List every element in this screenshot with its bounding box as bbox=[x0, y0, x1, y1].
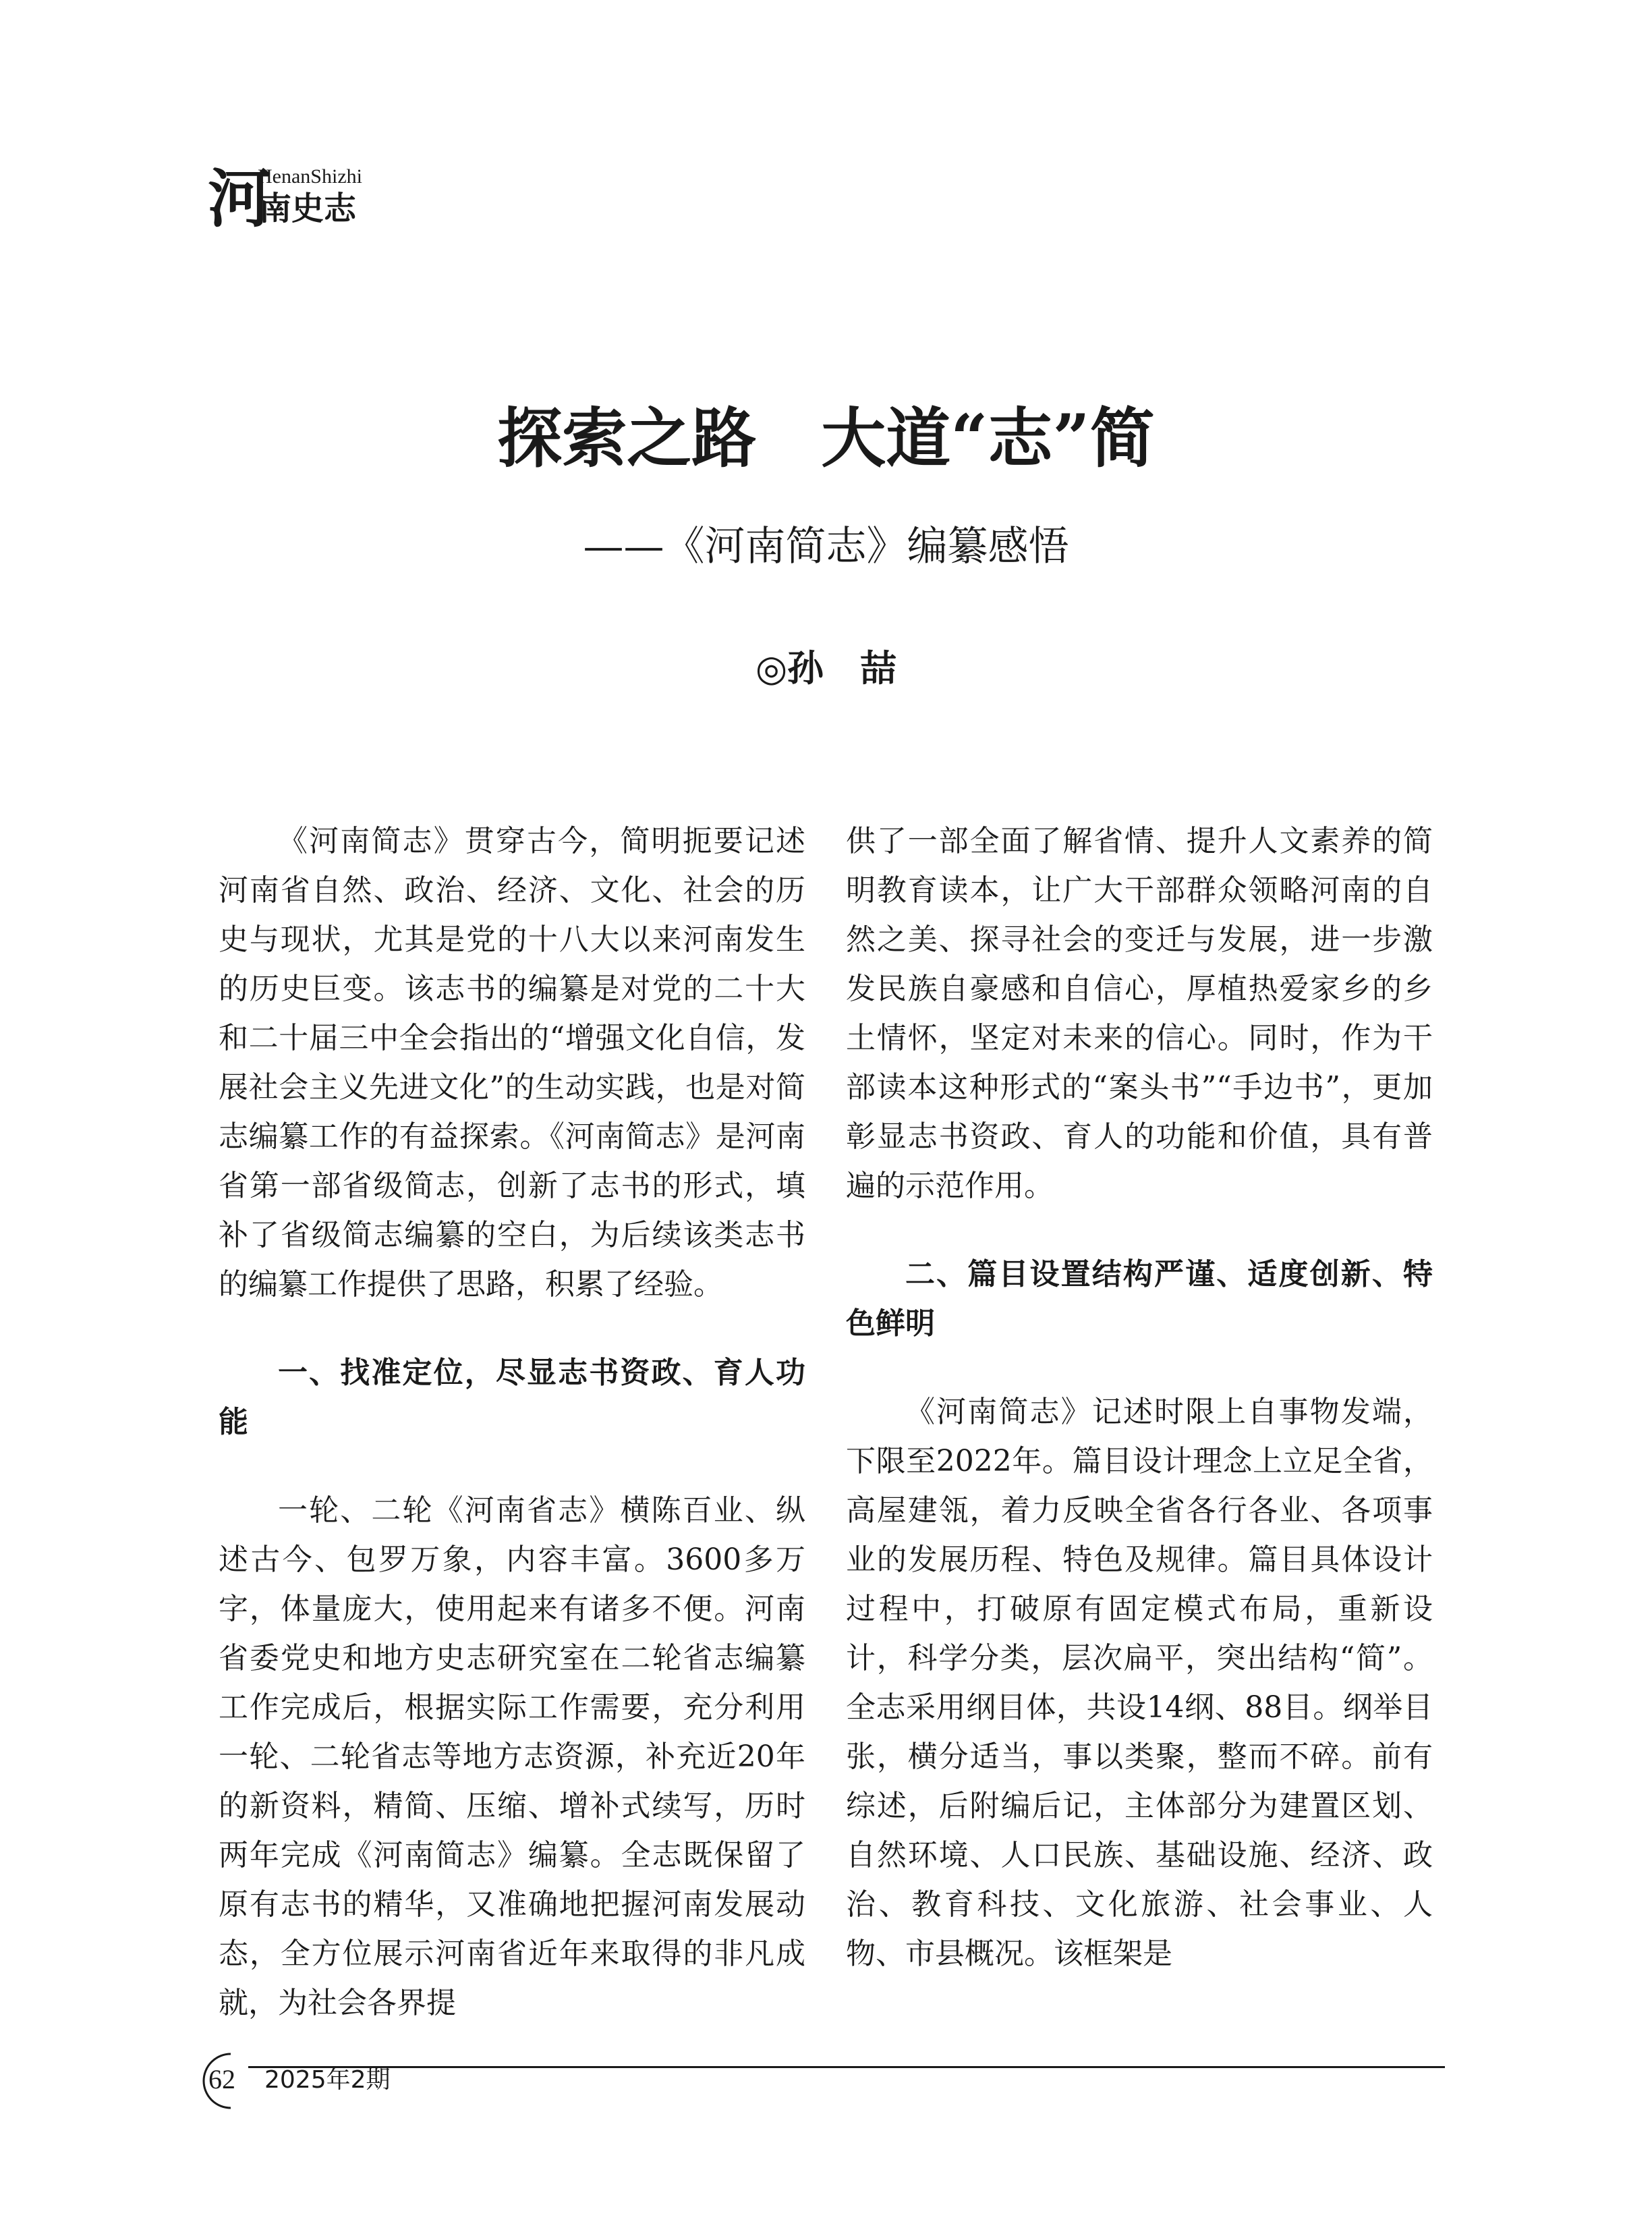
paragraph-section-1-continued: 供了一部全面了解省情、提升人文素养的简明教育读本，让广大干部群众领略河南的自然之美、探寻社会的变迁与发展，进一步激发民族自豪感和自信心，厚植热爱家乡的乡土情怀，坚定对未来的信心。同时，作为干部读本这种形式的“案头书”“手边书”，更加彰显志书资政、育人的功能和价值，具有普遍的示范作用。 bbox=[846, 824, 1433, 1203]
article-title: 探索之路 大道“志”简 bbox=[497, 400, 1155, 476]
paragraph-section-1: 一轮、二轮《河南省志》横陈百业、纵述古今、包罗万象，内容丰富。3600多万字，体量庞大，使用起来有诸多不便。河南省委党史和地方史志研究室在二轮省志编纂工作完成后，根据实际工作需要，充分利用一轮、二轮省志等地方志资源，补充近20年的新资料，精简、压缩、增补式续写，历时两年完成《河南简志》编纂。全志既保留了原有志书的精华，又准确地把握河南发展动态，全方位展示河南省近年来取得的非凡成就，为社会各界提 bbox=[219, 1493, 805, 2020]
paragraph-section-2: 《河南简志》记述时限上自事物发端，下限至2022年。篇目设计理念上立足全省，高屋建瓴，着力反映全省各行各业、各项事业的发展历程、特色及规律。篇目具体设计过程中，打破原有固定模式布局，重新设计，科学分类，层次扁平，突出结构“简”。全志采用纲目体，共设14纲、88目。纲举目张，横分适当，事以类聚，整而不碎。前有综述，后附编后记，主体部分为建置区划、自然环境、人口民族、基础设施、经济、政治、教育科技、文化旅游、社会事业、人物、市县概况。该框架是 bbox=[846, 1395, 1433, 1971]
section-heading-2: 二、篇目设置结构严谨、适度创新、特色鲜明 bbox=[846, 1257, 1433, 1341]
paragraph-intro: 《河南简志》贯穿古今，简明扼要记述河南省自然、政治、经济、文化、社会的历史与现状，尤其是党的十八大以来河南发生的历史巨变。该志书的编纂是对党的二十大和二十届三中全会指出的“增强文化自信，发展社会主义先进文化”的生动实践，也是对简志编纂工作的有益探索。《河南简志》是河南省第一部省级简志，创新了志书的形式，填补了省级简志编纂的空白，为后续该类志书的编纂工作提供了思路，积累了经验。 bbox=[219, 824, 805, 1302]
journal-latin-name: HenanShizhi bbox=[258, 165, 362, 188]
right-column bbox=[846, 816, 1433, 1978]
issue-label: 2025年2期 bbox=[264, 2066, 391, 2094]
footer-rule bbox=[248, 2066, 1445, 2068]
page-number: 62 bbox=[208, 2064, 235, 2094]
left-column bbox=[219, 816, 805, 2028]
article-author: ◎孙 喆 bbox=[755, 646, 897, 690]
journal-cn-name: 南史志 bbox=[259, 190, 357, 227]
article-subtitle: ——《河南简志》编纂感悟 bbox=[583, 523, 1069, 570]
journal-header bbox=[208, 159, 410, 240]
journal-logo-char: 河 bbox=[208, 162, 272, 236]
section-heading-1: 一、找准定位，尽显志书资政、育人功能 bbox=[219, 1356, 805, 1439]
